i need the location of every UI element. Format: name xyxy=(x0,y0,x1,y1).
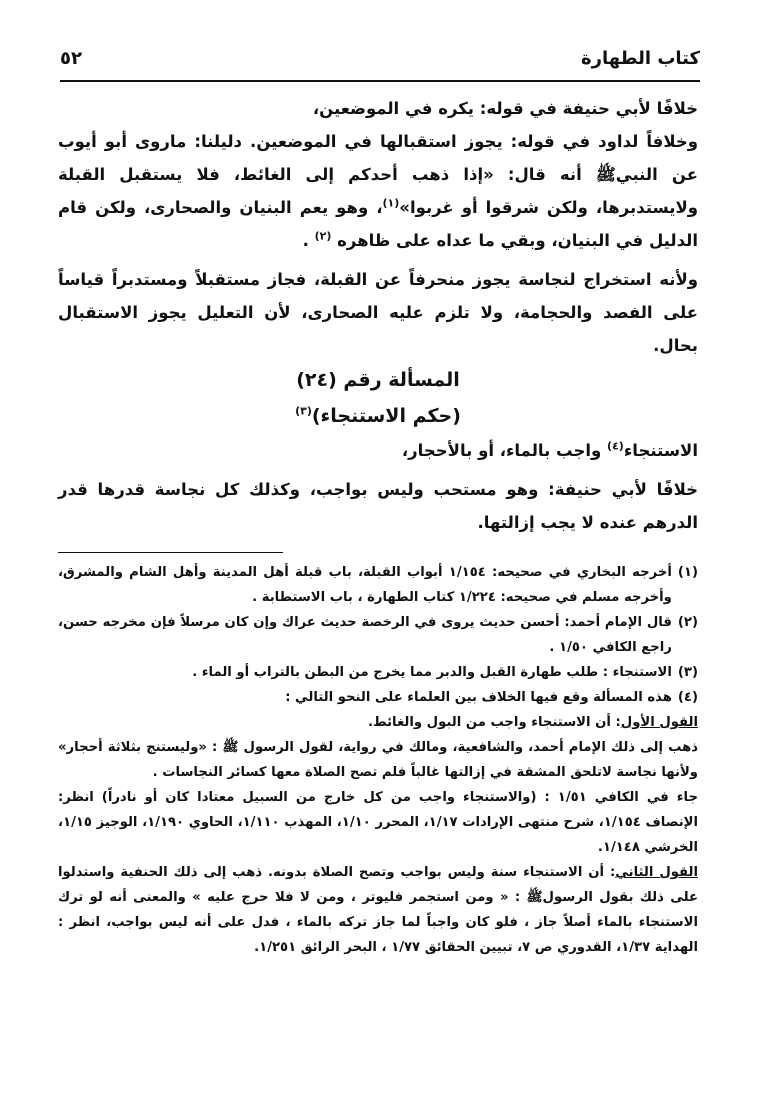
footnote-text: هذه المسألة وقع فيها الخلاف بين العلماء على النحو التالي : xyxy=(285,690,672,705)
footnote-text: أخرجه البخاري في صحيحه: ١/١٥٤ أبواب القبلة، باب قبلة أهل المدينة وأهل الشام والمشرق، وأخرجه مسلم في صحيحه: ١/٢٢٤ كتاب الطهارة ، باب الاستطابة . xyxy=(58,565,672,605)
footnote-ref-3: (٣) xyxy=(295,404,312,418)
paragraph-5: خلافًا لأبي حنيفة: وهو مستحب وليس بواجب، وكذلك كل نجاسة قدرها قدر الدرهم عنده لا يجب إزالتها. xyxy=(58,480,698,532)
paragraph-4-b: واجب بالماء، أو بالأحجار، xyxy=(401,441,608,460)
paragraph-2-cont: ، وهو يعم البنيان والصحارى، ولكن قام الدليل في البنيان، وبقي ما عداه على ظاهره xyxy=(58,198,698,250)
second-opinion-label: القول الثاني xyxy=(615,865,698,880)
first-opinion-evidence: ذهب إلى ذلك الإمام أحمد، والشافعية، ومالك في رواية، لقول الرسول ﷺ : «وليستنج بثلاثة أحجار» ولأنها نجاسة لاتلحق المشقة في إزالتها غالباً فلم تصح الصلاة معها كسائر النجاسات . xyxy=(58,740,698,780)
header-rule xyxy=(60,80,700,82)
footnote-number: (٢) xyxy=(677,615,698,630)
paragraph-4-a: الاستنجاء xyxy=(623,441,698,460)
footnote-1 xyxy=(58,560,698,610)
footnote-ref-4: (٤) xyxy=(607,439,624,453)
issue-heading: المسألة رقم (٢٤) xyxy=(296,369,460,391)
footnote-number: (١) xyxy=(677,565,698,580)
book-title: كتاب الطهارة xyxy=(580,48,700,69)
second-opinion-text: : أن الاستنجاء سنة وليس بواجب وتصح الصلاة بدونه. ذهب إلى ذلك الحنفية واستدلوا على ذلك بقول الرسولﷺ : « ومن استجمر فليوتر ، ومن لا فلا حرج عليه » والمعنى أنه لو ترك الاستنجاء بالماء أصلاً جاز ، فلو كان واجباً لما جاز تركه بالماء ، فدل على أنه ليس بواجب، انظر : الهداية ١/٣٧، القدوري ص ٧، تبيين الحقائق ١/٧٧ ، البحر الرائق ١/٢٥١. xyxy=(58,865,698,955)
first-opinion-sources: جاء في الكافي ١/٥١ : (والاستنجاء واجب من كل خارج من السبيل معتادا كان أو نادراً) انظر: الإنصاف ١/١٥٤، شرح منتهى الإرادات ١/١٧، المحرر ١/١٠، المهذب ١/١١٠، الحاوي ١/١٩٠، الوجيز ١/١٥، الخرشي ١/١٤٨. xyxy=(58,790,698,855)
paragraph-2-text: وخلافاً لداود في قوله: يجوز استقبالها في الموضعين. دليلنا: ماروى أبو أيوب عن النبيﷺ أنه قال: «إذا ذهب أحدكم إلى الغائط، فلا يستقبل القبلة ولايستدبرها، ولكن شرقوا أو غربوا» xyxy=(58,132,698,217)
footnote-2 xyxy=(58,610,698,660)
footnote-number: (٤) xyxy=(677,690,698,705)
footnote-text: قال الإمام أحمد: أحسن حديث يروى في الرخصة حديث عراك وإن كان مرسلاً فإن مخرجه حسن، راجع الكافي ١/٥٠ . xyxy=(58,615,672,655)
paragraph-3: ولأنه استخراج لنجاسة يجوز منحرفاً عن القبلة، فجاز مستقبلاً ومستدبراً قياساً على الفصد والحجامة، ولا تلزم عليه الصحارى، لأن التعليل يجوز الاستقبال بحال. xyxy=(58,270,698,355)
footnotes xyxy=(58,560,698,960)
footnote-4 xyxy=(58,685,698,710)
first-opinion-text: : أن الاستنجاء واجب من البول والغائط. xyxy=(367,715,621,730)
footnote-number: (٣) xyxy=(677,665,698,680)
subheading-text: (حكم الاستنجاء) xyxy=(311,405,461,427)
first-opinion xyxy=(58,710,698,735)
first-opinion-label: القول الأول xyxy=(620,715,698,730)
footnote-ref-1: (١) xyxy=(382,196,400,210)
footnote-text: الاستنجاء : طلب طهارة القبل والدبر مما يخرج من البطن بالتراب أو الماء . xyxy=(192,665,672,680)
page-number: ٥٢ xyxy=(60,48,82,69)
paragraph-2-end: . xyxy=(302,231,309,250)
footnote-ref-2: (٢) xyxy=(314,229,332,243)
issue-subheading xyxy=(58,398,698,434)
footnote-3 xyxy=(58,660,698,685)
page-header xyxy=(60,44,700,82)
footnote-separator xyxy=(58,552,283,553)
second-opinion xyxy=(58,860,698,960)
paragraph-4 xyxy=(58,434,698,467)
main-text xyxy=(58,92,698,539)
paragraph-1: خلافًا لأبي حنيفة في قوله: يكره في الموضعين، xyxy=(312,99,698,118)
paragraph-2 xyxy=(58,125,698,257)
